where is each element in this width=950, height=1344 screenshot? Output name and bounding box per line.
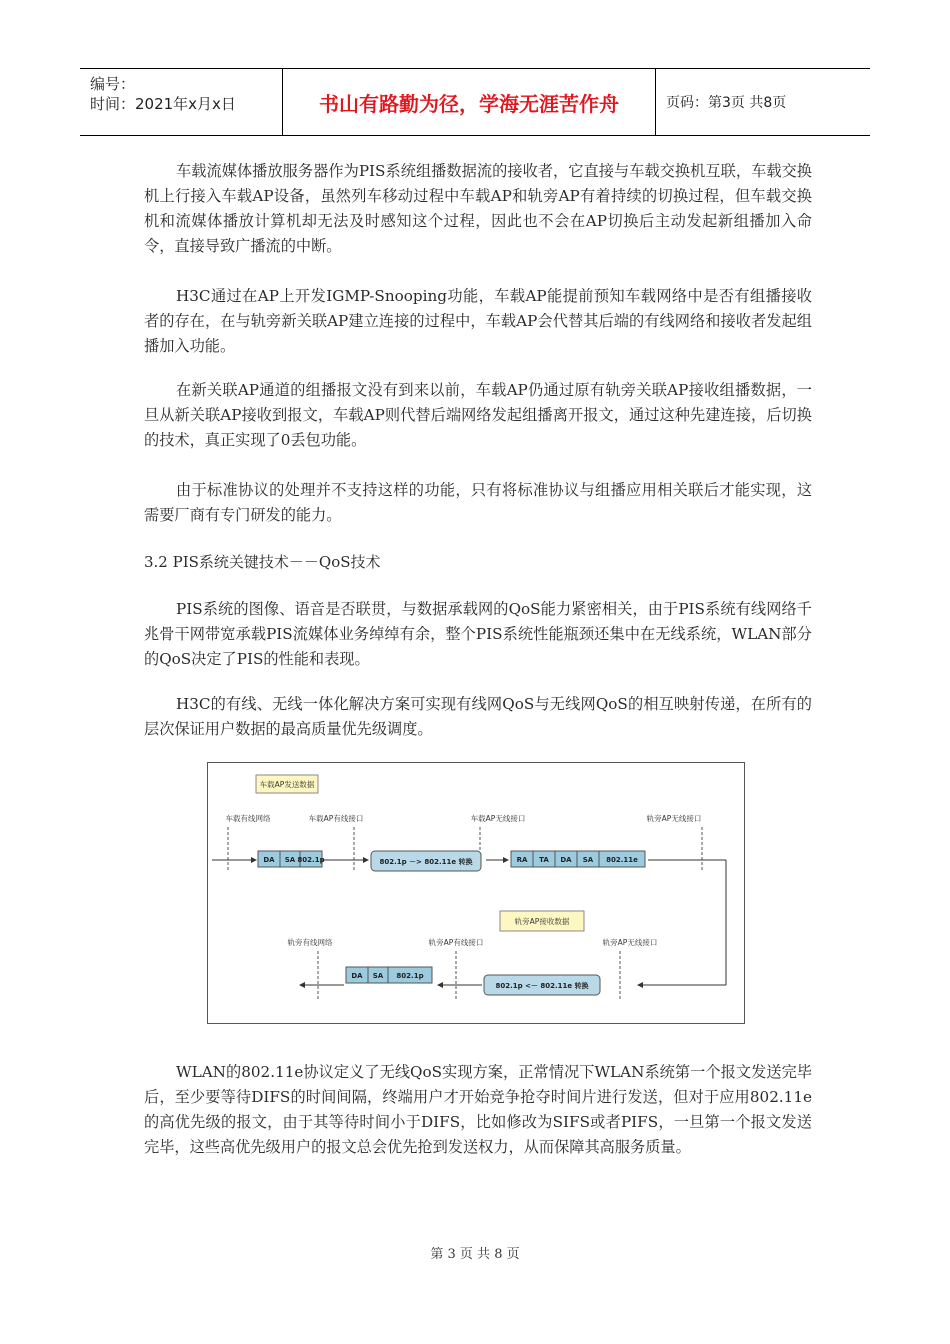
frame3-da-text: DA xyxy=(351,972,363,980)
paragraph-4: 由于标准协议的处理并不支持这样的功能，只有将标准协议与组播应用相关联后才能实现，这需要厂商有专门研发的能力。 xyxy=(144,481,812,524)
frame1-8021p-text: 802.1p xyxy=(297,856,325,864)
top-label-vehicle-ap-wired: 车载AP有线接口 xyxy=(308,814,364,823)
frame2-ta-text: TA xyxy=(539,856,549,864)
paragraph-6: H3C的有线、无线一体化解决方案可实现有线网QoS与无线网QoS的相互映射传递，在所有的层次保证用户数据的最高质量优先级调度。 xyxy=(144,695,812,738)
convert1-text: 802.1p －> 802.11e 转换 xyxy=(379,858,473,866)
frame3-8021p-text: 802.1p xyxy=(396,972,424,980)
paragraph-2: H3C通过在AP上开发IGMP-Snooping功能，车载AP能提前预知车载网络中是否有组播接收者的存在，在与轨旁新关联AP建立连接的过程中，车载AP会代替其后端的有线网络和接收者发起组播加入功能。 xyxy=(144,287,812,355)
convert2-text: 802.1p <－ 802.11e 转换 xyxy=(495,982,589,990)
bottom-label-track-ap-wired: 轨旁AP有线接口 xyxy=(428,938,484,947)
top-label-vehicle-ap-wireless: 车载AP无线接口 xyxy=(470,814,526,823)
header-page-number: 页码：第3页 共8页 xyxy=(666,95,787,111)
paragraph-7: WLAN的802.11e协议定义了无线QoS实现方案，正常情况下WLAN系统第一个报文发送完毕后，至少要等待DIFS的时间间隔，终端用户才开始竞争抢夺时间片进行发送，但对于应用802.11e的高优先级的报文，由于其等待时间小于DIFS，比如修改为SIFS或者PIFS，一旦第一个报文发送完毕，这些高优先级用户的报文总会优先抢到发送权力，从而保障其高服务质量。 xyxy=(144,1063,812,1156)
paragraph-1: 车载流媒体播放服务器作为PIS系统组播数据流的接收者，它直接与车载交换机互联，车载交换机上行接入车载AP设备，虽然列车移动过程中车载AP和轨旁AP有着持续的切换过程，但车载交换机和流媒体播放计算机却无法及时感知这个过程，因此也不会在AP切换后主动发起新组播加入命令，直接导致广播流的中断。 xyxy=(144,162,812,255)
header-motto-cell xyxy=(282,69,656,135)
frame3-sa-text: SA xyxy=(372,972,384,980)
frame2-sa-text: SA xyxy=(582,856,594,864)
document-time-label: 时间：2021年x月x日 xyxy=(90,95,236,113)
diagram-canvas xyxy=(208,763,744,1023)
page-footer: 第 3 页 共 8 页 xyxy=(430,1247,520,1262)
paragraph-5: PIS系统的图像、语音是否联贯，与数据承载网的QoS能力紧密相关，由于PIS系统有线网络千兆骨干网带宽承载PIS流媒体业务绰绰有余，整个PIS系统性能瓶颈还集中在无线系统，WLAN部分的QoS决定了PIS的性能和表现。 xyxy=(144,600,812,668)
paragraph-3: 在新关联AP通道的组播报文没有到来以前，车载AP仍通过原有轨旁关联AP接收组播数据，一旦从新关联AP接收到报文，车载AP则代替后端网络发起组播离开报文，通过这种先建连接，后切换的技术，真正实现了0丢包功能。 xyxy=(144,381,812,449)
frame2-ra-text: RA xyxy=(516,856,528,864)
send-data-label: 车载AP发送数据 xyxy=(259,780,315,789)
bottom-label-track-wired: 轨旁有线网络 xyxy=(287,938,333,947)
frame1-sa-text: SA xyxy=(284,856,296,864)
bottom-label-track-ap-wireless: 轨旁AP无线接口 xyxy=(602,938,658,947)
frame2-da-text: DA xyxy=(560,856,572,864)
top-label-vehicle-wired: 车载有线网络 xyxy=(225,814,271,823)
page-header xyxy=(80,68,870,136)
frame2-80211e-text: 802.11e xyxy=(606,856,638,864)
recv-data-label: 轨旁AP接收数据 xyxy=(514,917,570,926)
header-motto: 书山有路勤为径，学海无涯苦作舟 xyxy=(319,91,619,116)
top-label-track-ap-wireless: 轨旁AP无线接口 xyxy=(646,814,702,823)
header-meta xyxy=(80,69,282,135)
frame1-da-text: DA xyxy=(263,856,275,864)
qos-mapping-diagram xyxy=(207,762,745,1024)
document-number-label: 编号： xyxy=(90,75,136,93)
section-heading: 3.2 PIS系统关键技术－－QoS技术 xyxy=(144,553,381,571)
